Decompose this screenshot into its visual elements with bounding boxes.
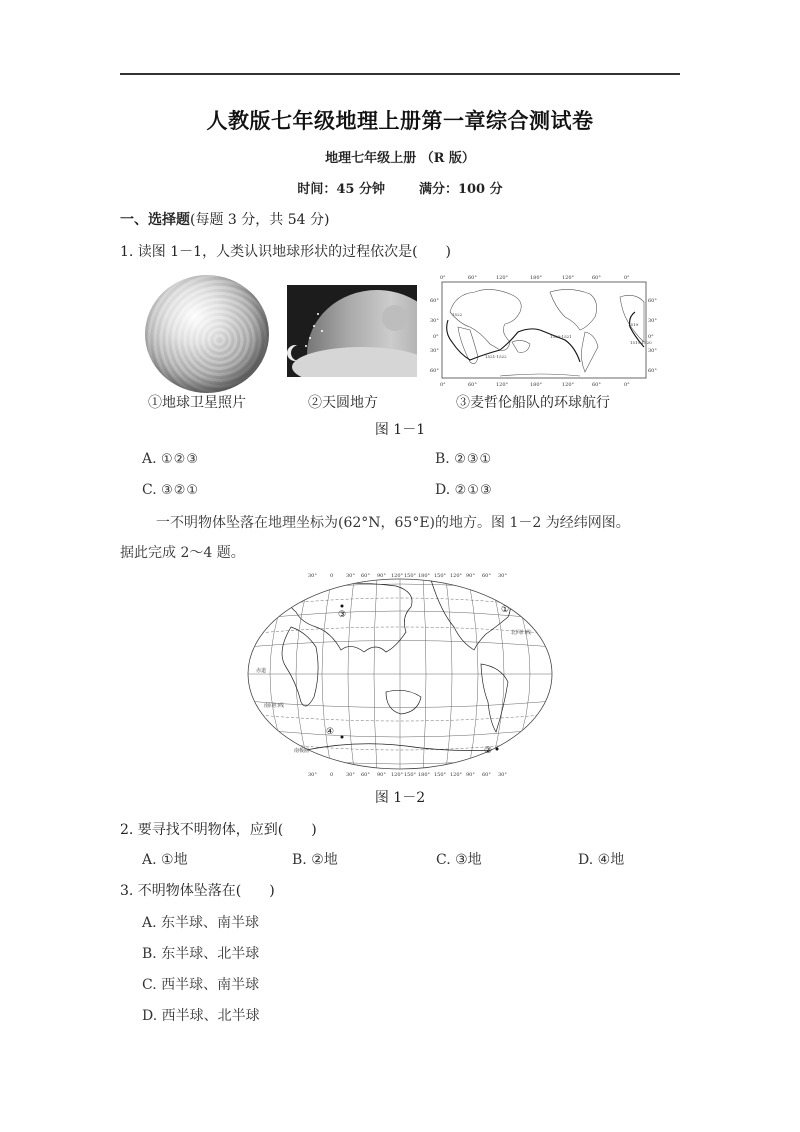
earth-satellite-photo-icon	[145, 275, 269, 393]
svg-text:120°: 120°	[562, 275, 575, 281]
figure-1-1-label: 图 1－1	[374, 422, 426, 438]
svg-text:150°: 150°	[434, 573, 447, 579]
svg-text:0: 0	[330, 573, 334, 579]
star-icon	[305, 345, 307, 347]
svg-text:0°: 0°	[433, 334, 439, 340]
svg-text:90°: 90°	[377, 573, 386, 579]
star-icon	[309, 337, 311, 339]
svg-text:0°: 0°	[440, 382, 446, 388]
section-heading	[120, 209, 329, 229]
svg-text:120°: 120°	[391, 573, 404, 579]
svg-text:60°: 60°	[482, 772, 491, 777]
svg-text:60°: 60°	[648, 368, 657, 374]
star-icon	[317, 313, 319, 315]
svg-text:120°: 120°	[450, 573, 463, 579]
figure-1-2-label: 图 1－2	[374, 790, 426, 806]
svg-text:120°: 120°	[562, 382, 575, 388]
svg-text:1521-1522: 1521-1522	[485, 354, 507, 359]
document-subtitle: 地理七年级上册 （R 版）	[325, 151, 475, 166]
round-sky-square-earth-icon	[287, 285, 417, 377]
svg-text:0°: 0°	[624, 382, 630, 388]
star-icon	[321, 330, 323, 332]
svg-text:0: 0	[330, 772, 334, 777]
svg-text:60°: 60°	[592, 382, 601, 388]
svg-text:180°: 180°	[530, 275, 543, 281]
svg-text:30°: 30°	[498, 573, 507, 579]
q3-option-d[interactable]: D. 西半球、北半球	[142, 1008, 260, 1024]
marker-4: ④	[326, 727, 335, 737]
section-title: 一、选择题	[120, 212, 190, 228]
svg-text:60°: 60°	[482, 573, 491, 579]
q2-option-b[interactable]: B. ②地	[292, 852, 338, 868]
q2-option-c[interactable]: C. ③地	[436, 852, 482, 868]
sun-icon	[382, 305, 408, 331]
svg-text:150°: 150°	[404, 772, 417, 777]
svg-text:60°: 60°	[361, 573, 370, 579]
question-2-stem: 2. 要寻找不明物体，应到( )	[120, 822, 317, 838]
full-score: 满分：100 分	[418, 182, 503, 197]
star-icon	[313, 325, 315, 327]
svg-text:南回归线: 南回归线	[264, 703, 285, 709]
svg-text:30°: 30°	[308, 772, 317, 777]
svg-text:180°: 180°	[418, 573, 431, 579]
svg-text:120°: 120°	[450, 772, 463, 777]
marker-2: ②	[484, 746, 493, 756]
context-line-2: 据此完成 2～4 题。	[120, 545, 245, 561]
svg-text:1520-1521: 1520-1521	[550, 334, 572, 339]
svg-text:120°: 120°	[496, 382, 509, 388]
svg-text:0°: 0°	[624, 275, 630, 281]
svg-text:90°: 90°	[466, 573, 475, 579]
header-rule	[120, 73, 680, 75]
svg-text:120°: 120°	[391, 772, 404, 777]
q1-option-a[interactable]: A. ①②③	[142, 451, 199, 467]
exam-info	[0, 178, 800, 197]
figure-caption-3: ③麦哲伦船队的环球航行	[456, 395, 610, 411]
svg-text:0°: 0°	[440, 275, 446, 281]
figure-caption-1: ①地球卫星照片	[148, 395, 246, 411]
q3-option-c[interactable]: C. 西半球、南半球	[142, 977, 260, 993]
svg-text:北回归线: 北回归线	[511, 630, 532, 636]
svg-text:0°: 0°	[648, 334, 654, 340]
svg-text:1522: 1522	[452, 312, 463, 317]
svg-text:90°: 90°	[466, 772, 475, 777]
svg-text:30°: 30°	[430, 348, 439, 354]
svg-text:30°: 30°	[308, 573, 317, 579]
svg-text:30°: 30°	[346, 573, 355, 579]
svg-text:60°: 60°	[430, 298, 439, 304]
svg-text:150°: 150°	[434, 772, 447, 777]
q2-option-d[interactable]: D. ④地	[578, 852, 625, 868]
svg-text:60°: 60°	[361, 772, 370, 777]
svg-text:60°: 60°	[468, 382, 477, 388]
svg-text:180°: 180°	[418, 772, 431, 777]
svg-text:60°: 60°	[430, 368, 439, 374]
moon-icon	[291, 345, 307, 361]
svg-text:赤道: 赤道	[256, 668, 267, 674]
q1-option-c[interactable]: C. ③②①	[142, 482, 200, 498]
time-limit: 时间：45 分钟	[297, 182, 385, 197]
svg-text:150°: 150°	[404, 573, 417, 579]
q3-option-b[interactable]: B. 东半球、北半球	[142, 946, 260, 962]
svg-text:60°: 60°	[468, 275, 477, 281]
svg-text:30°: 30°	[346, 772, 355, 777]
svg-text:1519-1520: 1519-1520	[630, 340, 652, 345]
marker-1: ①	[501, 605, 510, 615]
question-1-stem: 1. 读图 1－1，人类认识地球形状的过程依次是( )	[120, 244, 451, 260]
section-note: (每题 3 分，共 54 分)	[190, 212, 330, 228]
svg-text:120°: 120°	[496, 275, 509, 281]
svg-text:180°: 180°	[530, 382, 543, 388]
svg-text:1519: 1519	[628, 322, 639, 327]
q1-option-d[interactable]: D. ②①③	[435, 482, 493, 498]
svg-text:90°: 90°	[377, 772, 386, 777]
svg-text:30°: 30°	[430, 318, 439, 324]
svg-text:30°: 30°	[498, 772, 507, 777]
figure-caption-2: ②天圆地方	[308, 395, 378, 411]
document-title: 人教版七年级地理上册第一章综合测试卷	[206, 109, 594, 133]
magellan-voyage-map-icon	[430, 272, 658, 390]
context-line-1: 一不明物体坠落在地理坐标为(62°N，65°E)的地方。图 1－2 为经纬网图。	[156, 515, 630, 531]
question-3-stem: 3. 不明物体坠落在( )	[120, 883, 275, 899]
q3-option-a[interactable]: A. 东半球、南半球	[142, 915, 260, 931]
marker-3: ③	[338, 610, 347, 620]
svg-text:30°: 30°	[648, 348, 657, 354]
svg-text:60°: 60°	[648, 298, 657, 304]
q1-option-b[interactable]: B. ②③①	[435, 451, 493, 467]
q2-option-a[interactable]: A. ①地	[142, 852, 188, 868]
svg-text:30°: 30°	[648, 318, 657, 324]
world-graticule-map	[246, 572, 554, 777]
svg-text:南极圈: 南极圈	[294, 748, 310, 754]
svg-text:60°: 60°	[592, 275, 601, 281]
